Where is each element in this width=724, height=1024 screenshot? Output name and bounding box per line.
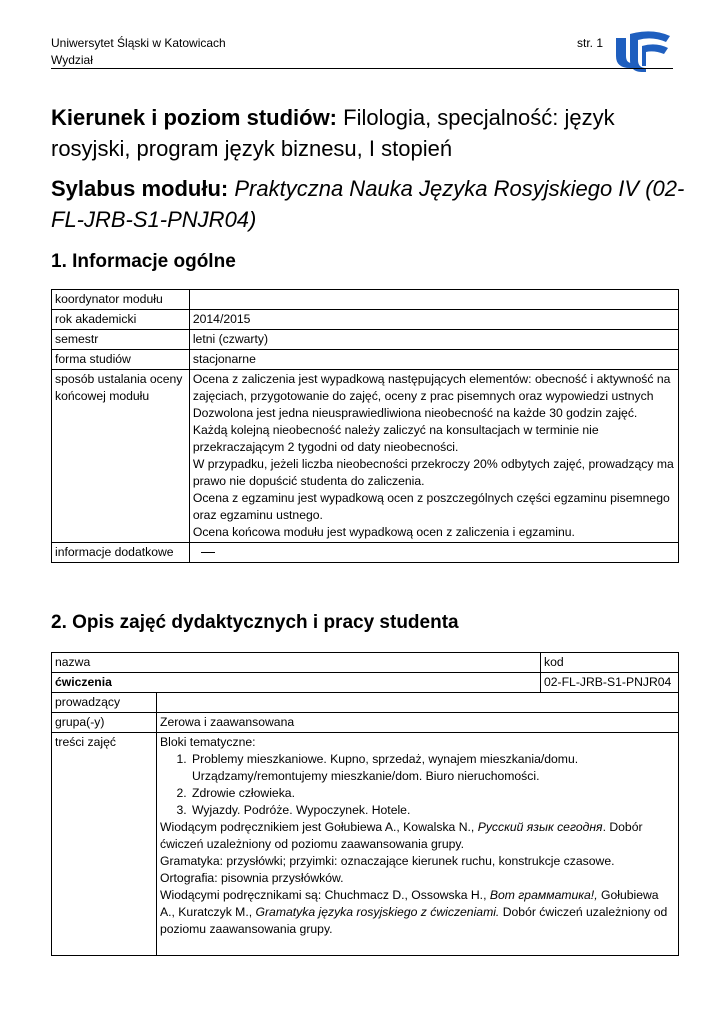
textbook-note — [160, 819, 675, 853]
table-row — [52, 543, 679, 563]
list-item: 3. Wyjazdy. Podróże. Wypoczynek. Hotele. — [190, 802, 675, 819]
textbook-title: Русский язык сегодня — [477, 820, 603, 834]
col-code-header: kod — [541, 653, 679, 673]
teacher-label: prowadzący — [52, 693, 157, 713]
module-value: Praktyczna Nauka Języka Rosyjskiego IV (02-FL-JRB-S1-PNJR04) — [51, 176, 685, 232]
section2-heading: 2. Opis zajęć dydaktycznych i pracy studenta — [51, 612, 459, 633]
textbook-post: . Dobór ćwiczeń uzależniony od poziomu zaawansowania grupy. — [160, 820, 643, 851]
table-row — [52, 713, 679, 733]
header-rule — [51, 68, 673, 69]
row-value: stacjonarne — [189, 350, 678, 370]
grading-label: sposób ustalania oceny końcowej modułu — [52, 370, 190, 543]
module-title — [51, 173, 691, 235]
table-row — [52, 310, 679, 330]
table-row — [52, 733, 679, 956]
ortho-note: Ortografia: pisownia przysłówków. — [160, 871, 344, 885]
list-item: 1. Problemy mieszkaniowe. Kupno, sprzedaż, wynajem mieszkania/domu. Urządzamy/remontujemy mieszkanie/dom. Biuro nieruchomości. — [190, 751, 675, 785]
university-name: Uniwersytet Śląski w Katowicach — [51, 36, 226, 50]
textbooks-title2: Gramatyka języka rosyjskiego z ćwiczeniami. — [255, 905, 500, 919]
blocks-list — [160, 751, 675, 819]
textbooks-title1: Вот грамматика!, — [489, 888, 598, 902]
row-label: semestr — [52, 330, 190, 350]
classes-table — [51, 652, 679, 956]
grading-text — [189, 370, 678, 543]
list-item: 2. Zdrowie człowieka. — [190, 785, 675, 802]
textbooks-mid: Gołubiewa A., Kuratczyk M., — [160, 888, 659, 919]
grading-line: Ocena końcowa modułu jest wypadkową ocen z zaliczenia i egzaminu. — [192, 525, 575, 539]
program-value: Filologia, specjalność: język rosyjski, program język biznesu, I stopień — [51, 105, 615, 161]
extra-info-value — [189, 543, 678, 563]
program-label: Kierunek i poziom studiów: — [51, 105, 338, 130]
group-label: grupa(-y) — [52, 713, 157, 733]
table-row — [52, 330, 679, 350]
faculty-name: Wydział — [51, 53, 93, 67]
textbook-pre: Wiodącym podręcznikiem jest Gołubiewa A., Kowalska N., — [160, 820, 478, 834]
general-info-table — [51, 289, 679, 563]
textbooks-pre: Wiodącymi podręcznikami są: Chuchmacz D., Ossowska H., — [160, 888, 490, 902]
table-row — [52, 350, 679, 370]
table-row — [52, 370, 679, 543]
class-name: ćwiczenia — [52, 673, 541, 693]
row-label: koordynator modułu — [52, 290, 190, 310]
blocks-intro: Bloki tematyczne: — [160, 735, 256, 749]
grading-line: Ocena z zaliczenia jest wypadkową następujących elementów: obecność i aktywność na zajęciach, przygotowanie do zajęć, oceny z prac pisemnych oraz wypowiedzi ustnych — [192, 372, 671, 403]
grading-line: Ocena z egzaminu jest wypadkową ocen z poszczególnych części egzaminu pisemnego oraz egzaminu ustnego. — [192, 491, 670, 522]
textbooks-note — [160, 887, 675, 938]
table-row — [52, 653, 679, 673]
row-value — [189, 290, 678, 310]
teacher-value — [157, 693, 679, 713]
grading-line: Dozwolona jest jedna nieusprawiedliwiona nieobecność na każde 30 godzin zajęć. Każdą kolejną nieobecność należy zaliczyć na konsultacjach w terminie nie przekraczającym 2 tygodni od daty nieobecności. — [192, 406, 638, 454]
col-name-header: nazwa — [52, 653, 541, 673]
table-row — [52, 673, 679, 693]
row-value: letni (czwarty) — [189, 330, 678, 350]
dash-mark — [201, 552, 215, 553]
program-title — [51, 102, 691, 164]
row-value: 2014/2015 — [189, 310, 678, 330]
content-label: treści zajęć — [52, 733, 157, 956]
textbooks-post: Dobór ćwiczeń uzależniony od poziomu zaawansowania grupy. — [160, 905, 668, 936]
content-value — [157, 733, 679, 956]
section1-heading: 1. Informacje ogólne — [51, 251, 236, 272]
row-label: forma studiów — [52, 350, 190, 370]
page-header — [51, 34, 673, 68]
row-label: rok akademicki — [52, 310, 190, 330]
module-label: Sylabus modułu: — [51, 176, 229, 201]
grading-line: W przypadku, jeżeli liczba nieobecności przekroczy 20% odbytych zajęć, prowadzący ma prawo nie dopuścić studenta do zaliczenia. — [192, 457, 674, 488]
page-number: str. 1 — [576, 36, 603, 50]
extra-info-label: informacje dodatkowe — [52, 543, 190, 563]
table-row — [52, 693, 679, 713]
grammar-note: Gramatyka: przysłówki; przyimki: oznaczające kierunek ruchu, konstrukcje czasowe. — [160, 854, 615, 868]
class-code: 02-FL-JRB-S1-PNJR04 — [541, 673, 679, 693]
group-value: Zerowa i zaawansowana — [157, 713, 679, 733]
table-row — [52, 290, 679, 310]
